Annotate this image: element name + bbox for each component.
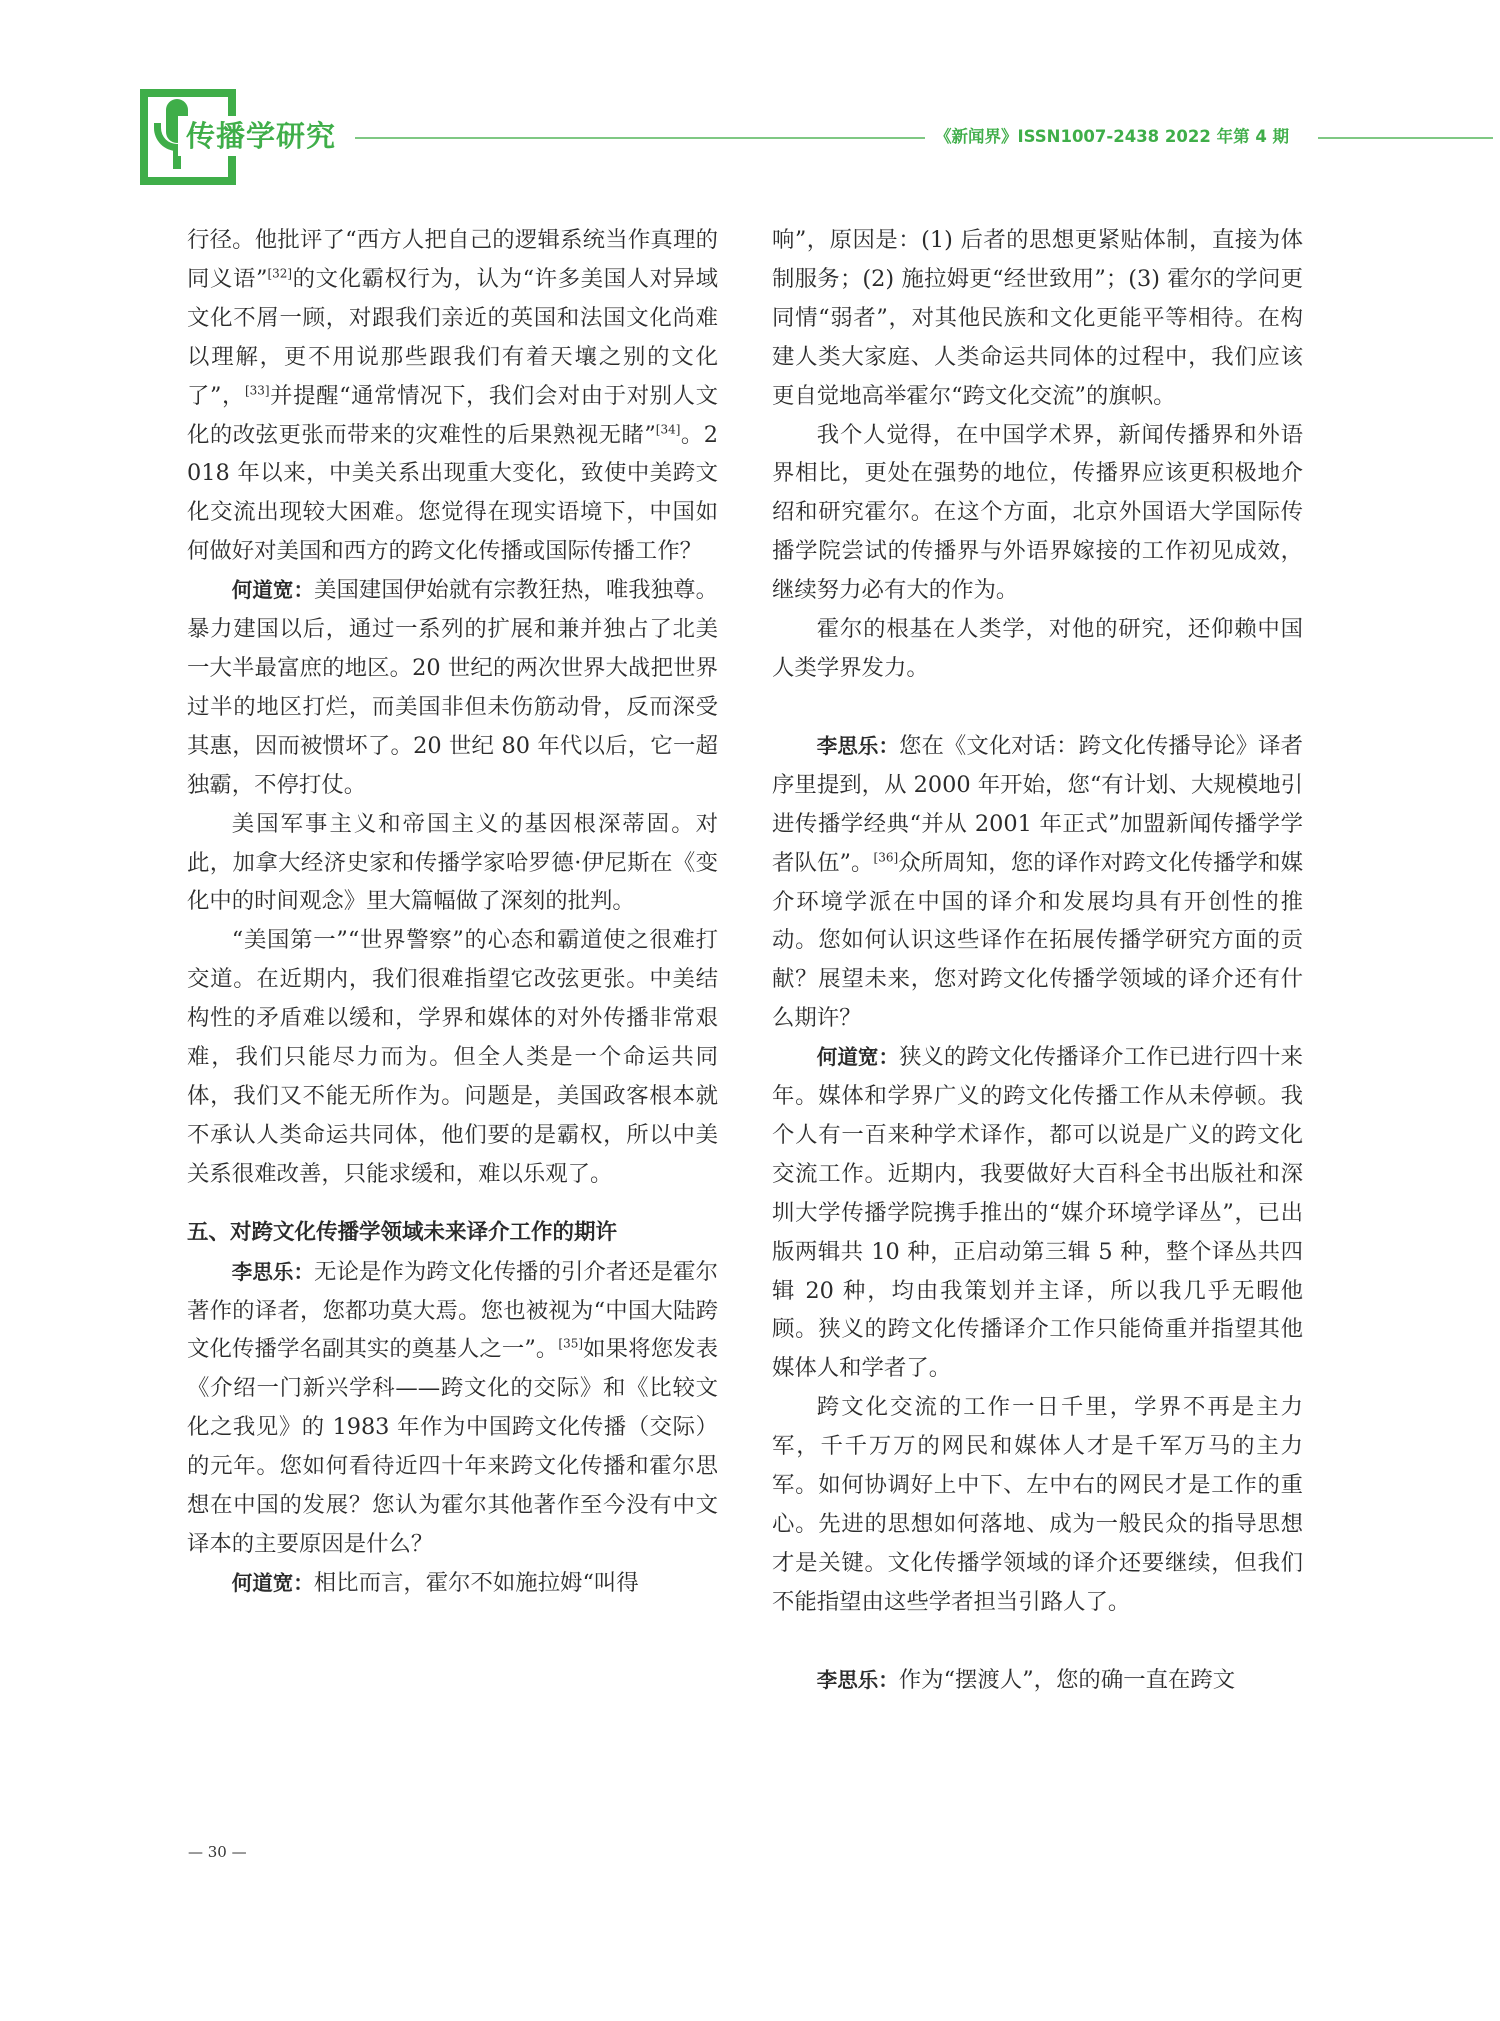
paragraph: 李思乐：作为“摆渡人”，您的确一直在跨文 xyxy=(816,1666,1236,1693)
speaker-name: 李思乐： xyxy=(816,733,900,758)
paragraph: 李思乐：您在《文化对话：跨文化传播导论》译者序里提到，从 2000 年开始，您“有计划、大规模地引进传播学经典“并从 2001 年正式”加盟新闻传播学学者队伍”。[36]众所周知，您的译作对跨文化传播学和媒介环境学派在中国的译介和发展均具有开创性的推动。您如何认识这些译作在拓展传播学研究方面的贡献？展望未来，您对跨文化传播学领域的译介还有什么期许？ xyxy=(772,732,1304,1032)
paragraph: 我个人觉得，在中国学术界，新闻传播界和外语界相比，更处在强势的地位，传播界应该更积极地介绍和研究霍尔。在这个方面，北京外国语大学国际传播学院尝试的传播界与外语界嫁接的工作初见成效，继续努力必有大的作为。 xyxy=(772,421,1303,604)
header-rule-right xyxy=(1318,137,1493,139)
paragraph: 何道宽：美国建国伊始就有宗教狂热，唯我独尊。暴力建国以后，通过一系列的扩展和兼并独占了北美一大半最富庶的地区。20 世纪的两次世界大战把世界过半的地区打烂，而美国非但未伤筋动骨，反而深受其惠，因而被惯坏了。20 世纪 80 年代以后，它一超独霸，不停打仗。 xyxy=(187,577,719,798)
citation-ref: [34] xyxy=(655,422,681,437)
speaker-name: 何道宽： xyxy=(231,578,315,603)
paragraph: 响”，原因是：(1) 后者的思想更紧贴体制，直接为体制服务；(2) 施拉姆更“经世致用”；(3) 霍尔的学问更同情“弱者”，对其他民族和文化更能平等相待。在构建人类大家庭、人类命运共同体的过程中，我们应该更自觉地高举霍尔“跨文化交流”的旗帜。 xyxy=(772,227,1303,409)
paragraph: 行径。他批评了“西方人把自己的逻辑系统当作真理的同义语”[32]的文化霸权行为，认为“许多美国人对异域文化不屑一顾，对跟我们亲近的英国和法国文化尚难以理解，更不用说那些跟我们有着天壤之别的文化了”，[33]并提醒“通常情况下，我们会对由于对别人文化的改弦更张而带来的灾难性的后果熟视无睹”[34]。2018 年以来，中美关系出现重大变化，致使中美跨文化交流出现较大困难。您觉得在现实语境下，中国如何做好对美国和西方的跨文化传播或国际传播工作？ xyxy=(187,227,718,565)
left-column xyxy=(187,221,718,1603)
right-column xyxy=(772,221,1303,1700)
citation-ref: [32] xyxy=(267,266,293,281)
speaker-name: 何道宽： xyxy=(231,1570,314,1595)
section-label: 传播学研究 xyxy=(178,116,344,156)
paragraph: 霍尔的根基在人类学，对他的研究，还仰赖中国人类学界发力。 xyxy=(772,616,1303,681)
citation-ref: [35] xyxy=(558,1337,584,1351)
citation-ref: [36] xyxy=(873,850,899,865)
speaker-name: 李思乐： xyxy=(231,1259,315,1284)
section-heading: 五、对跨文化传播学领域未来译介工作的期许 xyxy=(187,1219,618,1245)
paragraph: 美国军事主义和帝国主义的基因根深蒂固。对此，加拿大经济史家和传播学家哈罗德·伊尼斯在《变化中的时间观念》里大篇幅做了深刻的批判。 xyxy=(187,810,718,915)
paragraph: 何道宽：相比而言，霍尔不如施拉姆“叫得 xyxy=(231,1569,639,1596)
paragraph: 跨文化交流的工作一日千里，学界不再是主力军，千千万万的网民和媒体人才是千军万马的主力军。如何协调好上中下、左中右的网民才是工作的重心。先进的思想如何落地、成为一般民众的指导思想才是关键。文化传播学领域的译介还要继续，但我们不能指望由这些学者担当引路人了。 xyxy=(772,1394,1303,1615)
journal-info: 《新闻界》ISSN1007-2438 2022 年第 4 期 xyxy=(935,127,1290,146)
page-number: — 30 — xyxy=(188,1843,247,1861)
speaker-name: 李思乐： xyxy=(816,1667,899,1692)
speaker-name: 何道宽： xyxy=(816,1045,900,1070)
citation-ref: [33] xyxy=(244,383,270,398)
paragraph: 李思乐：无论是作为跨文化传播的引介者还是霍尔著作的译者，您都功莫大焉。您也被视为“中国大陆跨文化传播学名副其实的奠基人之一”。[35]如果将您发表《介绍一门新兴学科——跨文化的交际》和《比较文化之我见》的 1983 年作为中国跨文化传播（交际）的元年。您如何看待近四十年来跨文化传播和霍尔思想在中国的发展？您认为霍尔其他著作至今没有中文译本的主要原因是什么？ xyxy=(187,1258,719,1557)
paragraph: 何道宽：狭义的跨文化传播译介工作已进行四十来年。媒体和学界广义的跨文化传播工作从未停顿。我个人有一百来种学术译作，都可以说是广义的跨文化交流工作。近期内，我要做好大百科全书出版社和深圳大学传播学院携手推出的“媒介环境学译丛”，已出版两辑共 10 种，正启动第三辑 5 种，整个译丛共四辑 20 种，均由我策划并主译，所以我几乎无暇他顾。狭义的跨文化传播译介工作只能倚重并指望其他媒体人和学者了。 xyxy=(772,1044,1304,1382)
paragraph: “美国第一”“世界警察”的心态和霸道使之很难打交道。在近期内，我们很难指望它改弦更张。中美结构性的矛盾难以缓和，学界和媒体的对外传播非常艰难，我们只能尽力而为。但全人类是一个命运共同体，我们又不能无所作为。问题是，美国政客根本就不承认人类命运共同体，他们要的是霸权，所以中美关系很难改善，只能求缓和，难以乐观了。 xyxy=(187,927,718,1187)
header-rule-left xyxy=(355,137,925,139)
